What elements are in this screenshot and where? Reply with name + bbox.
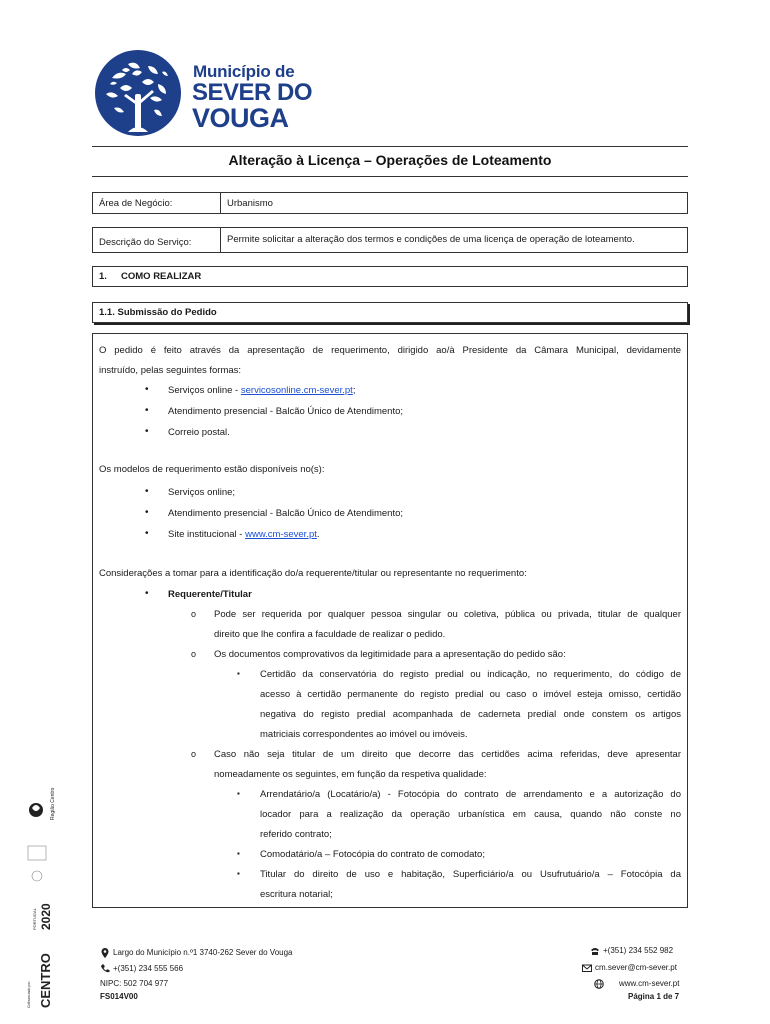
- document-title: Alteração à Licença – Operações de Loteamento: [228, 152, 552, 168]
- business-area-row: [92, 192, 688, 214]
- bullet-icon: •: [145, 588, 149, 599]
- municipality-logo: [92, 48, 312, 138]
- section-1-1-header: [92, 302, 688, 323]
- business-area-value: Urbanismo: [227, 197, 273, 209]
- procedure-content: [92, 333, 688, 908]
- footer-web: www.cm-sever.pt: [594, 979, 679, 989]
- centro-text: CENTRO: [38, 953, 53, 1008]
- footer-page-number: Página 1 de 7: [628, 992, 680, 1001]
- bullet-icon: •: [145, 486, 149, 497]
- title-rule-bottom: [92, 176, 688, 177]
- footer-address: Largo do Município n.º1 3740-262 Sever do Vouga: [100, 948, 293, 958]
- circle-bullet-icon: o: [191, 749, 197, 759]
- section-1-title: COMO REALIZAR: [121, 271, 202, 282]
- tenant-line-3: referido contrato;: [260, 829, 332, 840]
- cofinanced-text: Cofinanciado por:: [27, 980, 31, 1008]
- requester-item-1-line-1: Pode ser requerida por qualquer pessoa singular ou coletiva, pública ou privada, titular de qualquer: [214, 609, 681, 620]
- bullet-icon: •: [145, 528, 149, 539]
- title-rule-top: [92, 146, 688, 147]
- funding-logos: [22, 780, 62, 1010]
- model-item-site: Site institucional - www.cm-sever.pt.: [168, 529, 320, 540]
- footer-code: FS014V00: [100, 992, 138, 1001]
- footer-email: cm.sever@cm-sever.pt: [582, 963, 677, 973]
- service-description-value: Permite solicitar a alteração dos termos e condições de uma licença de operação de loteamento.: [227, 234, 635, 245]
- institutional-site-link[interactable]: www.cm-sever.pt: [245, 529, 317, 540]
- certificate-line-1: Certidão da conservatória do registo predial ou indicação, no requerimento, do código de: [260, 669, 681, 680]
- bullet-icon: •: [145, 507, 149, 518]
- footer-phone-2: +(351) 234 552 982: [590, 946, 673, 956]
- requester-item-3-line-2: nomeadamente os seguintes, em função da respetiva qualidade:: [214, 769, 487, 780]
- footer-phone-1: +(351) 234 555 566: [100, 964, 183, 974]
- phone-icon: [100, 964, 110, 974]
- square-bullet-icon: ▪: [237, 789, 240, 798]
- square-bullet-icon: ▪: [237, 849, 240, 858]
- logo-text-line1: Município de: [193, 62, 295, 81]
- logo-text-line3: VOUGA: [192, 103, 289, 133]
- logo-text-line2: SEVER DO: [192, 79, 313, 106]
- requester-item-1-line-2: direito que lhe confira a faculdade de realizar o pedido.: [214, 629, 446, 640]
- model-item-presencial: Atendimento presencial - Balcão Único de Atendimento;: [168, 508, 403, 519]
- section-1-number: 1.: [99, 271, 107, 282]
- circle-bullet-icon: o: [191, 609, 197, 619]
- service-description-row: [92, 227, 688, 253]
- square-bullet-icon: ▪: [237, 669, 240, 678]
- usufruct-line-1: Titular do direito de uso e habitação, Superficiário/a ou Usufrutuário/a – Fotocópia da: [260, 869, 681, 880]
- intro-line-2: instruído, pelas seguintes formas:: [99, 365, 242, 376]
- form-item-mail: Correio postal.: [168, 427, 230, 438]
- bullet-icon: •: [145, 405, 149, 416]
- requester-item-2-line-1: Os documentos comprovativos da legitimidade para a apresentação do pedido são:: [214, 649, 566, 660]
- bullet-icon: •: [145, 426, 149, 437]
- tenant-line-1: Arrendatário/a (Locatário/a) - Fotocópia do contrato de arrendamento e a autorização do: [260, 789, 681, 800]
- tree-emblem-icon: [92, 48, 184, 138]
- programme-name-text: PORTUGAL: [32, 908, 37, 930]
- service-description-label: Descrição do Serviço:: [93, 228, 221, 252]
- footer-nipc: NIPC: 502 704 977: [100, 979, 169, 988]
- mail-icon: [582, 963, 592, 973]
- considerations-line: Considerações a tomar para a identificação do/a requerente/titular ou representante no requerimento:: [99, 568, 527, 579]
- square-bullet-icon: ▪: [237, 869, 240, 878]
- model-item-online: Serviços online;: [168, 487, 236, 498]
- certificate-line-4: matriciais correspondentes ao imóvel ou imóveis.: [260, 729, 468, 740]
- bullet-icon: •: [145, 384, 149, 395]
- models-intro: Os modelos de requerimento estão disponíveis no(s):: [99, 464, 325, 475]
- form-item-presencial: Atendimento presencial - Balcão Único de Atendimento;: [168, 406, 403, 417]
- funding-logos-graphic: [22, 780, 62, 1010]
- intro-line-1: O pedido é feito através da apresentação de requerimento, dirigido ao/à Presidente da Câmara Municipal, devidamente: [99, 345, 681, 356]
- globe-icon: [594, 979, 604, 989]
- circle-bullet-icon: o: [191, 649, 197, 659]
- requester-heading: Requerente/Titular: [168, 589, 252, 600]
- pin-icon: [100, 948, 110, 958]
- section-1-1-title: 1.1. Submissão do Pedido: [99, 307, 217, 318]
- business-area-label: Área de Negócio:: [93, 193, 221, 213]
- tenant-line-2: locador para a realização da operação urbanística em causa, quando não conste no: [260, 809, 681, 820]
- usufruct-line-2: escritura notarial;: [260, 889, 333, 900]
- programme-year-text: 2020: [39, 903, 53, 930]
- requester-item-3-line-1: Caso não seja titular de um direito que decorre das certidões acima referidas, deve apresentar: [214, 749, 681, 760]
- form-item-online: Serviços online - servicosonline.cm-sever.pt;: [168, 385, 356, 396]
- fax-icon: [590, 946, 600, 956]
- comodato-line: Comodatário/a – Fotocópia do contrato de comodato;: [260, 849, 485, 860]
- regiao-centro-text: Região Centro: [50, 787, 56, 820]
- certificate-line-3: negativa do registo predial acompanhada de caderneta predial onde constem os artigos: [260, 709, 681, 720]
- online-services-link[interactable]: servicosonline.cm-sever.pt: [240, 385, 353, 396]
- section-1-header: [92, 266, 688, 287]
- certificate-line-2: acesso à certidão permanente do registo predial ou caso o imóvel esteja omisso, certidão: [260, 689, 681, 700]
